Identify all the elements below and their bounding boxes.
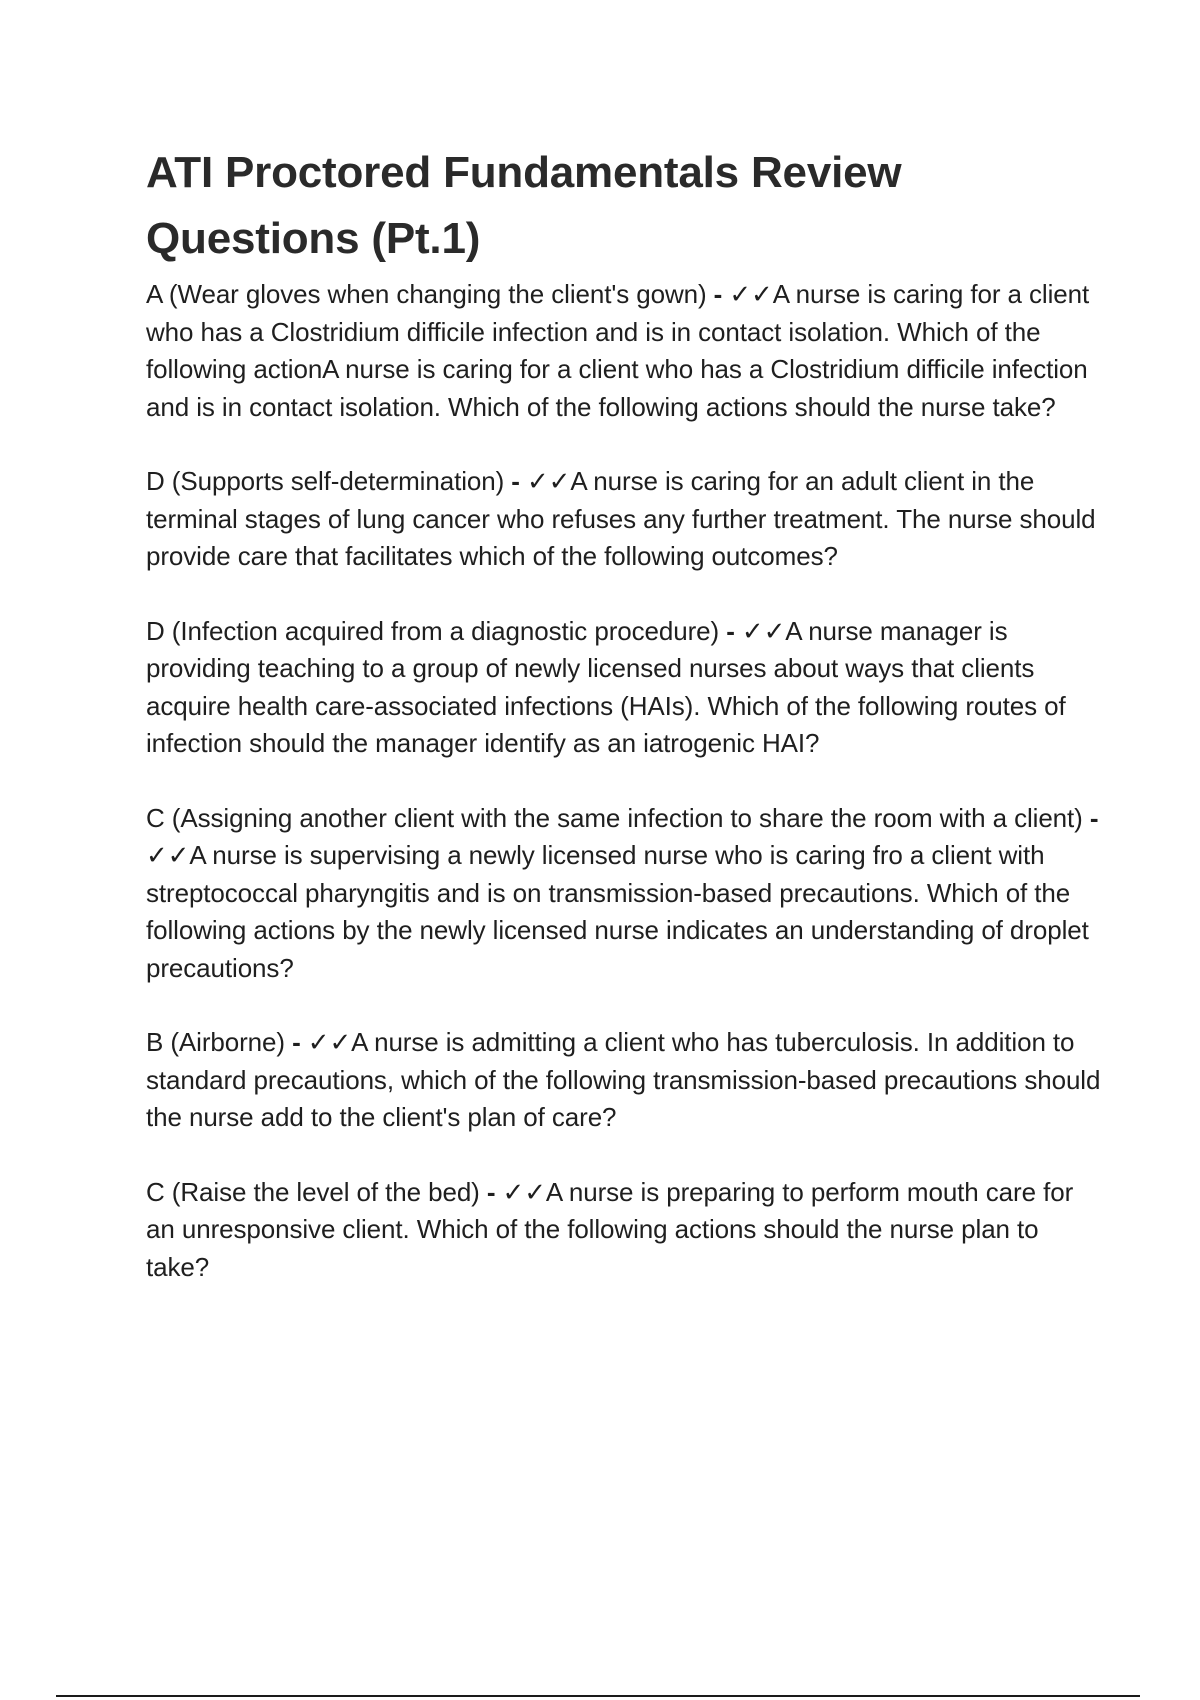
qa-item (146, 800, 1106, 988)
answer-text: C (Assigning another client with the same infection to share the room with a client) (146, 802, 1083, 833)
separator: - (706, 279, 730, 309)
qa-item (146, 1174, 1106, 1287)
check-marks-icon: ✓✓ (502, 1176, 546, 1207)
footer-divider (56, 1695, 1140, 1697)
question-text: A nurse is caring for a client who has a Clostridium difficile infection and is in contact isolation. Which of the following actionA nurse is caring for a client who has a Clostridium difficile infection and is in contact isolation. Which of the following actions should the nurse take? (146, 279, 1090, 422)
check-marks-icon: ✓✓ (526, 466, 571, 496)
qa-item (146, 1024, 1106, 1137)
answer-text: B (Airborne) (146, 1027, 285, 1057)
separator: - (504, 466, 527, 496)
separator: - (719, 615, 742, 646)
qa-item (146, 463, 1106, 576)
answer-text: D (Supports self-determination) (146, 466, 505, 496)
question-text: A nurse is admitting a client who has tuberculosis. In addition to standard precautions, which of the following transmission-based precautions should the nurse add to the client's plan of care? (146, 1027, 1101, 1132)
question-text: A nurse is supervising a newly licensed nurse who is caring fro a client with streptococcal pharyngitis and is on transmission-based precautions. Which of the following actions by the newly licensed nurse indicates an understanding of droplet precautions? (146, 840, 1089, 983)
question-text: A nurse manager is providing teaching to a group of newly licensed nurses about ways that clients acquire health care-associated infections (HAIs). Which of the following routes of infection should the manager identify as an iatrogenic HAI? (146, 615, 1066, 758)
answer-text: A (Wear gloves when changing the client's gown) (146, 279, 707, 309)
separator: - (284, 1027, 308, 1057)
answer-text: D (Infection acquired from a diagnostic procedure) (146, 615, 720, 646)
separator: - (479, 1176, 503, 1207)
check-marks-icon: ✓✓ (307, 1027, 352, 1057)
question-text: A nurse is caring for an adult client in the terminal stages of lung cancer who refuses any further treatment. The nurse should provide care that facilitates which of the following outcomes? (146, 466, 1096, 571)
separator: - (1082, 802, 1099, 833)
question-text: A nurse is preparing to perform mouth care for an unresponsive client. Which of the following actions should the nurse plan to take? (146, 1176, 1074, 1282)
check-marks-icon: ✓✓ (729, 279, 773, 309)
document-page (146, 140, 1106, 1323)
answer-text: C (Raise the level of the bed) (146, 1176, 480, 1207)
page-title: ATI Proctored Fundamentals Review Questions (Pt.1) (146, 148, 902, 263)
check-marks-icon: ✓✓ (146, 840, 190, 870)
check-marks-icon: ✓✓ (741, 615, 786, 646)
qa-item (146, 276, 1106, 426)
qa-item (146, 613, 1106, 763)
